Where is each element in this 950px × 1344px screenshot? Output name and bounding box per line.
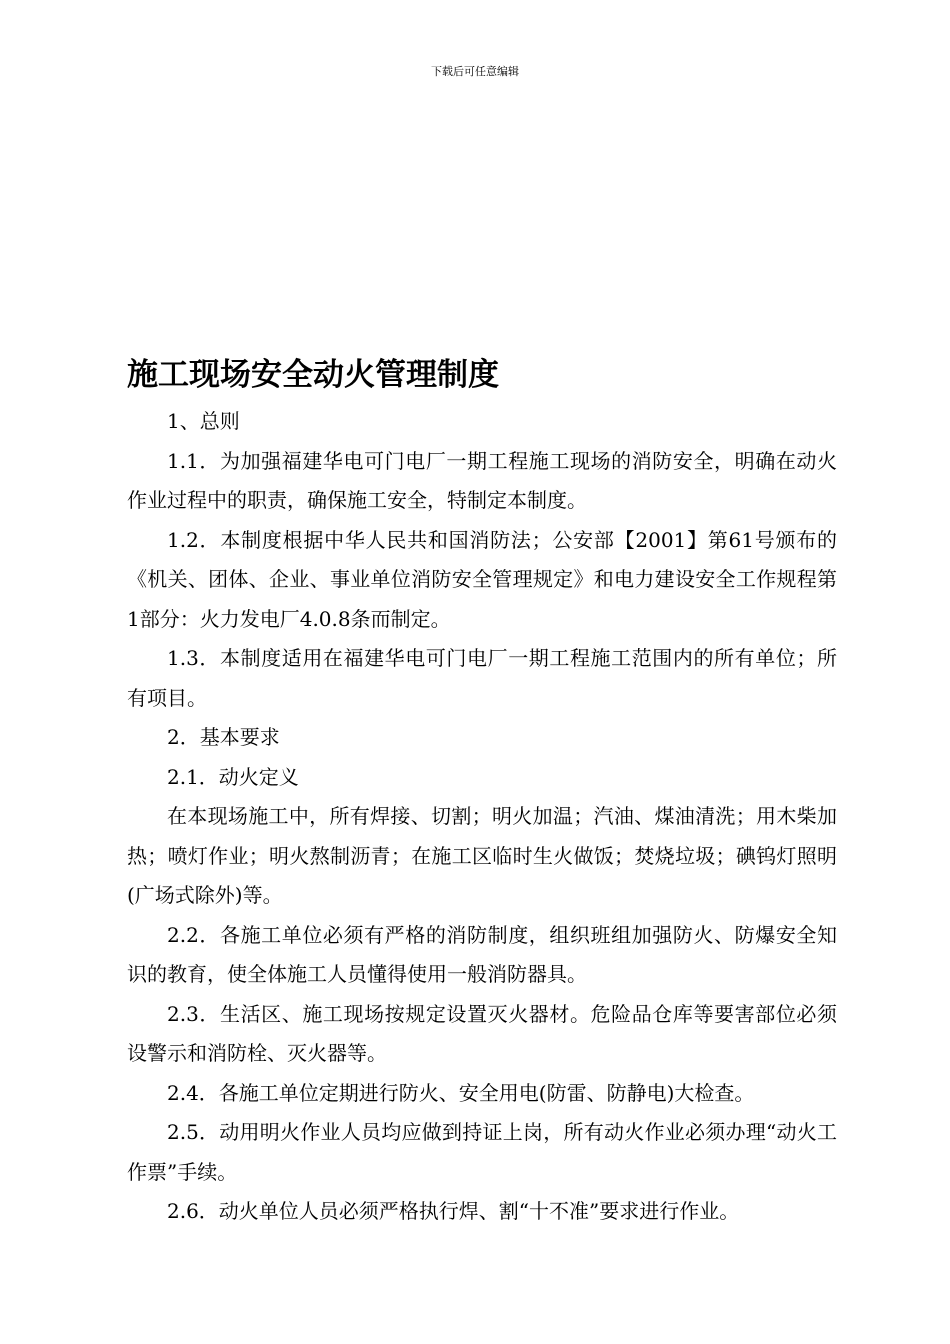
paragraph-2-1: 2.1．动火定义 <box>167 764 299 789</box>
document-body <box>127 352 837 1232</box>
paragraph-1-3: 1.3．本制度适用在福建华电可门电厂一期工程施工范围内的所有单位；所有项目。 <box>127 646 837 710</box>
page-header-note: 下载后可任意编辑 <box>431 65 519 78</box>
paragraph-2-2: 2.2．各施工单位必须有严格的消防制度，组织班组加强防火、防爆安全知识的教育，使全体施工人员懂得使用一般消防器具。 <box>127 922 837 986</box>
paragraph-2-1-body: 在本现场施工中，所有焊接、切割；明火加温；汽油、煤油清洗；用木柴加热；喷灯作业；明火熬制沥青；在施工区临时生火做饭；焚烧垃圾；碘钨灯照明(广场式除外)等。 <box>127 804 837 907</box>
paragraph-2-3: 2.3．生活区、施工现场按规定设置灭火器材。危险品仓库等要害部位必须设警示和消防栓、灭火器等。 <box>127 1001 837 1065</box>
paragraph-2-6: 2.6．动火单位人员必须严格执行焊、割“十不准”要求进行作业。 <box>167 1199 740 1223</box>
paragraph-2-4: 2.4．各施工单位定期进行防火、安全用电(防雷、防静电)大检查。 <box>167 1080 755 1105</box>
paragraph-section-2: 2．基本要求 <box>167 725 280 749</box>
paragraph-section-1: 1、总则 <box>167 409 240 433</box>
paragraph-2-5: 2.5．动用明火作业人员均应做到持证上岗，所有动火作业必须办理“动火工作票”手续。 <box>127 1120 837 1184</box>
paragraph-1-1: 1.1．为加强福建华电可门电厂一期工程施工现场的消防安全，明确在动火作业过程中的职责，确保施工安全，特制定本制度。 <box>127 448 837 512</box>
document-title: 施工现场安全动火管理制度 <box>127 357 499 393</box>
paragraph-1-2: 1.2．本制度根据中华人民共和国消防法；公安部【2001】第61号颁布的《机关、团体、企业、事业单位消防安全管理规定》和电力建设安全工作规程第1部分：火力发电厂4.0.8条而制定。 <box>127 527 837 631</box>
